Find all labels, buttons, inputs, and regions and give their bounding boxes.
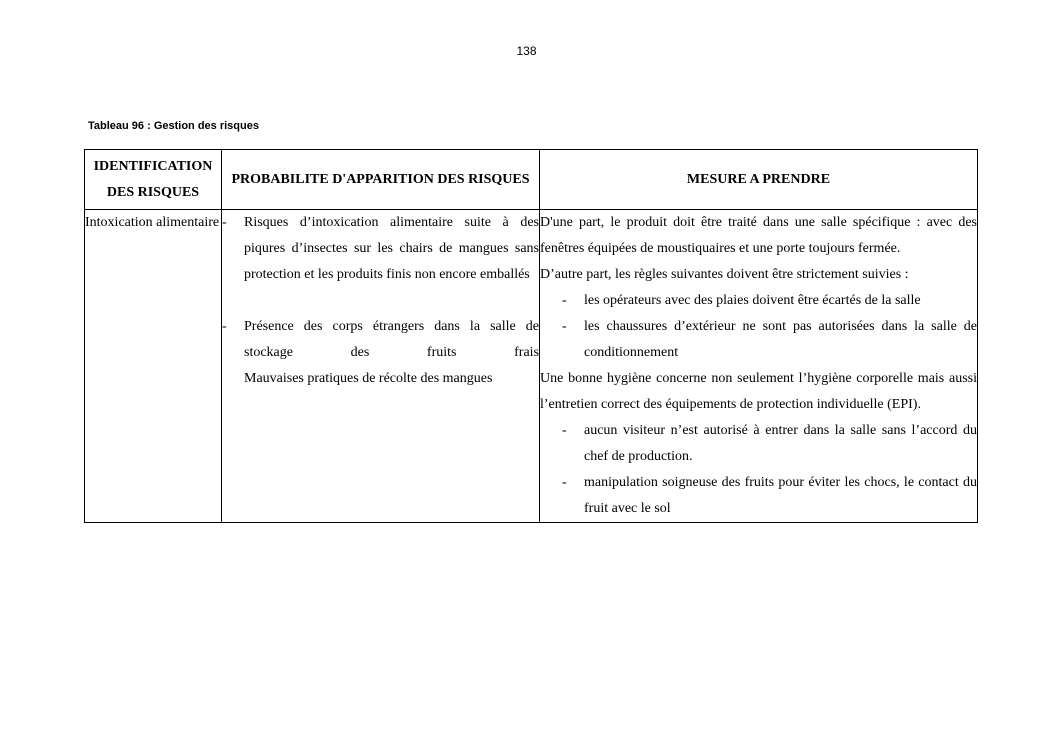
mesure-paragraph-2: D’autre part, les règles suivantes doivent être strictement suivies : <box>540 267 909 282</box>
prob-bullet-2-line-2: Mauvaises pratiques de récolte des mangues <box>244 371 493 386</box>
header-mesure: MESURE A PRENDRE <box>540 150 978 210</box>
cell-mesure <box>540 210 978 523</box>
table-header-row <box>85 150 978 210</box>
prob-bullet-2 <box>222 314 539 392</box>
table-row <box>85 210 978 523</box>
mesure-bullet-1: - les opérateurs avec des plaies doivent être écartés de la salle <box>540 288 977 314</box>
mesure-bullet-2: - les chaussures d’extérieur ne sont pas autorisées dans la salle de conditionnement <box>540 314 977 366</box>
table-caption: Tableau 96 : Gestion des risques <box>88 120 259 132</box>
cell-probabilite <box>222 210 540 523</box>
header-identification: IDENTIFICATION DES RISQUES <box>85 150 222 210</box>
header-probabilite: PROBABILITE D'APPARITION DES RISQUES <box>222 150 540 210</box>
page-number: 138 <box>516 44 537 58</box>
mesure-bullet-4: - manipulation soigneuse des fruits pour éviter les chocs, le contact du fruit avec le sol <box>540 470 977 522</box>
prob-bullet-2-line-1: - Présence des corps étrangers dans la salle de stockage des fruits frais <box>244 319 539 360</box>
mesure-bullet-3: - aucun visiteur n’est autorisé à entrer dans la salle sans l’accord du chef de production. <box>540 418 977 470</box>
risk-management-table <box>84 149 978 523</box>
cell-identification: Intoxication alimentaire <box>85 210 222 523</box>
prob-bullet-1: - Risques d’intoxication alimentaire suite à des piqures d’insectes sur les chairs de mangues sans protection et les produits finis non encore emballés <box>222 210 539 288</box>
mesure-paragraph-3: Une bonne hygiène concerne non seulement l’hygiène corporelle mais aussi l’entretien correct des équipements de protection individuelle (EPI). <box>540 371 977 412</box>
mesure-paragraph-1: D'une part, le produit doit être traité dans une salle spécifique : avec des fenêtres équipées de moustiquaires et une porte toujours fermée. <box>540 215 977 256</box>
